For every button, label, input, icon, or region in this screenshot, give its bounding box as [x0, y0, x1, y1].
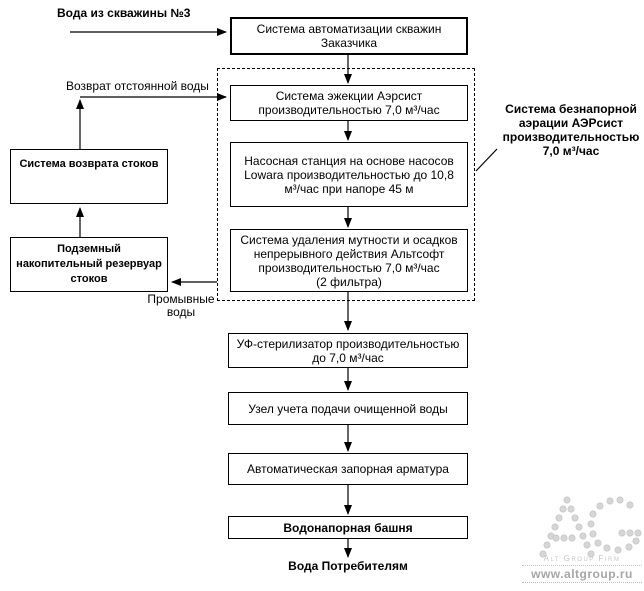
box-water-tower	[228, 516, 468, 539]
label-aeration-line4: 7,0 м³/час	[542, 144, 600, 158]
box-ejection-line1: Система эжекции Аэрсист	[275, 89, 423, 103]
label-wash-water-line1: Промывные	[147, 292, 215, 306]
box-ejection-line2: производительностью 7,0 м³/час	[258, 103, 440, 117]
callout-line	[476, 149, 497, 171]
label-aeration-line1: Система безнапорной	[505, 102, 637, 116]
watermark	[522, 554, 642, 583]
watermark-monogram	[540, 497, 641, 557]
box-turbidity-removal	[230, 229, 468, 292]
box-reservoir-line1: Подземный	[57, 243, 121, 255]
label-source-water: Вода из скважины №3	[57, 6, 191, 20]
label-return-water: Возврат отстоянной воды	[66, 79, 209, 93]
box-drain-return-system	[10, 149, 168, 204]
box-pump-station-line2: Lowara производительностью до 10,8	[244, 167, 454, 182]
box-turbidity-line1: Система удаления мутности и осадков	[240, 232, 458, 247]
box-well-automation	[230, 17, 468, 55]
box-metering-line1: Узел учета подачи очищенной воды	[248, 401, 448, 416]
label-wash-water	[143, 293, 219, 319]
label-output-water: Вода Потребителям	[288, 559, 408, 573]
box-pump-station-line1: Насосная станция на основе насосов	[244, 153, 454, 168]
box-turbidity-line2: непрерывного действия Альтсофт	[253, 246, 445, 261]
box-uv-line1: УФ-стерилизатор производительностью	[236, 336, 460, 351]
box-well-automation-line2: Заказчика	[320, 36, 378, 50]
box-ejection-system	[230, 85, 468, 121]
box-shutoff-line1: Автоматическая запорная арматура	[247, 462, 449, 476]
box-uv-line2: до 7,0 м³/час	[312, 350, 384, 365]
box-reservoir-line2: накопительный резервуар	[16, 258, 162, 270]
label-aeration-line3: производительностью	[502, 130, 640, 144]
label-aeration-system	[498, 102, 644, 158]
box-pump-station	[230, 142, 468, 207]
box-turbidity-line3: производительностью 7,0 м³/час	[258, 260, 440, 275]
box-uv-sterilizer	[228, 333, 468, 368]
box-well-automation-line1: Система автоматизации скважин	[256, 22, 442, 36]
box-shutoff-valves	[228, 453, 468, 485]
box-metering-unit	[228, 392, 468, 425]
box-water-tower-line1: Водонапорная башня	[283, 520, 413, 535]
label-wash-water-line2: воды	[166, 305, 196, 319]
box-underground-reservoir	[10, 237, 168, 292]
watermark-site-url: www.altgroup.ru	[522, 567, 642, 583]
watermark-firm-name: Alt Group Firm	[522, 554, 642, 566]
box-pump-station-line3: м³/час при напоре 45 м	[284, 181, 414, 196]
box-reservoir-line3: стоков	[70, 273, 108, 285]
box-turbidity-line4: (2 фильтра)	[316, 274, 382, 289]
box-drain-return-line1: Система возврата стоков	[19, 158, 159, 170]
label-aeration-line2: аэрации АЭРсист	[518, 116, 624, 130]
